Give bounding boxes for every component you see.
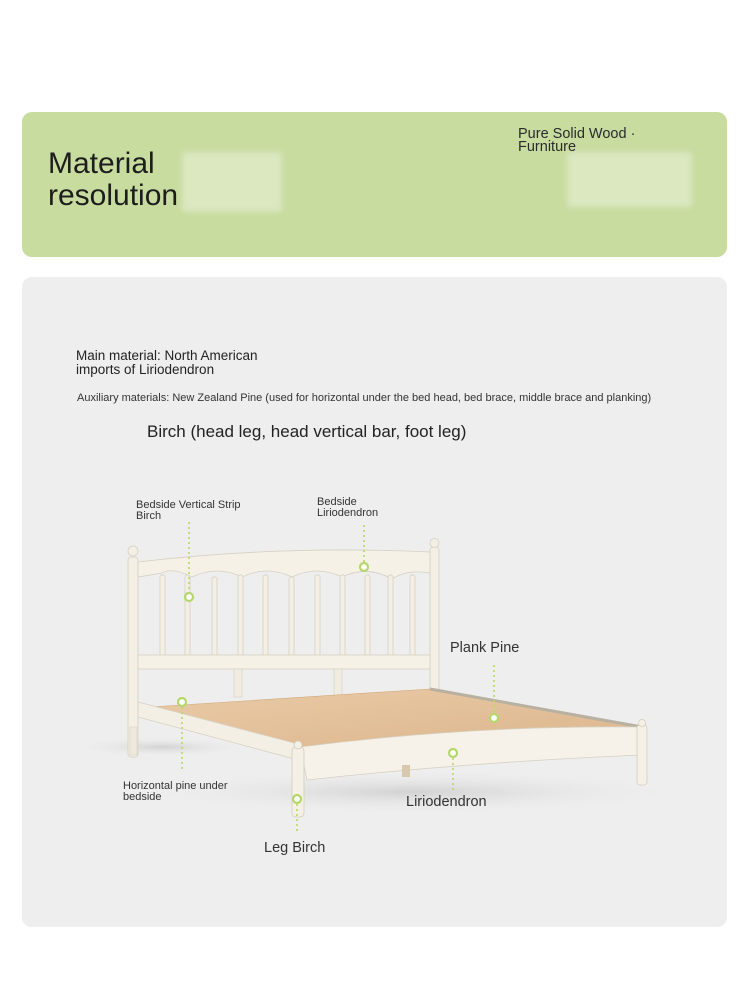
- material-panel: [22, 277, 727, 927]
- label-bedside: [317, 497, 378, 519]
- label-horizontal-line2: bedside: [123, 791, 162, 803]
- banner-subtitle-line1: Pure Solid Wood ·: [518, 126, 636, 142]
- marker-vertical-strip: [185, 593, 193, 601]
- label-bedside-line2: Liriodendron: [317, 507, 379, 519]
- birch-material-text: Birch (head leg, head vertical bar, foot leg): [147, 422, 467, 441]
- banner-title: [48, 148, 178, 212]
- banner-title-line1: Material: [48, 147, 155, 180]
- ghost-watermark: [182, 152, 282, 212]
- banner-subtitle: [518, 128, 635, 154]
- label-vertical-strip-line1: Bedside Vertical Strip: [136, 499, 241, 511]
- marker-liriodendron: [449, 749, 457, 757]
- middle-brace-leg: [402, 765, 410, 777]
- marker-plank: [490, 714, 498, 722]
- label-vertical-strip: [136, 500, 241, 522]
- banner-subtitle-line2: Furniture: [518, 139, 577, 155]
- material-banner: [22, 112, 727, 257]
- marker-bedside: [360, 563, 368, 571]
- banner-title-line2: resolution: [48, 179, 179, 212]
- marker-horizontal: [178, 698, 186, 706]
- label-leg: Leg Birch: [264, 840, 326, 856]
- label-liriodendron: Liriodendron: [406, 794, 487, 810]
- label-horizontal: [123, 781, 228, 803]
- label-plank: Plank Pine: [450, 640, 520, 656]
- ghost-watermark: [567, 152, 692, 207]
- main-material-line1: Main material: North American: [76, 348, 258, 363]
- main-material-line2: imports of Liriodendron: [76, 362, 215, 377]
- label-horizontal-line1: Horizontal pine under: [123, 780, 228, 792]
- label-bedside-line1: Bedside: [317, 496, 357, 508]
- label-vertical-strip-line2: Birch: [136, 510, 162, 522]
- bed-illustration: [22, 277, 727, 927]
- auxiliary-material-text: Auxiliary materials: New Zealand Pine (used for horizontal under the bed head, bed brace, middle brace and planking): [77, 392, 652, 404]
- marker-leg: [293, 795, 301, 803]
